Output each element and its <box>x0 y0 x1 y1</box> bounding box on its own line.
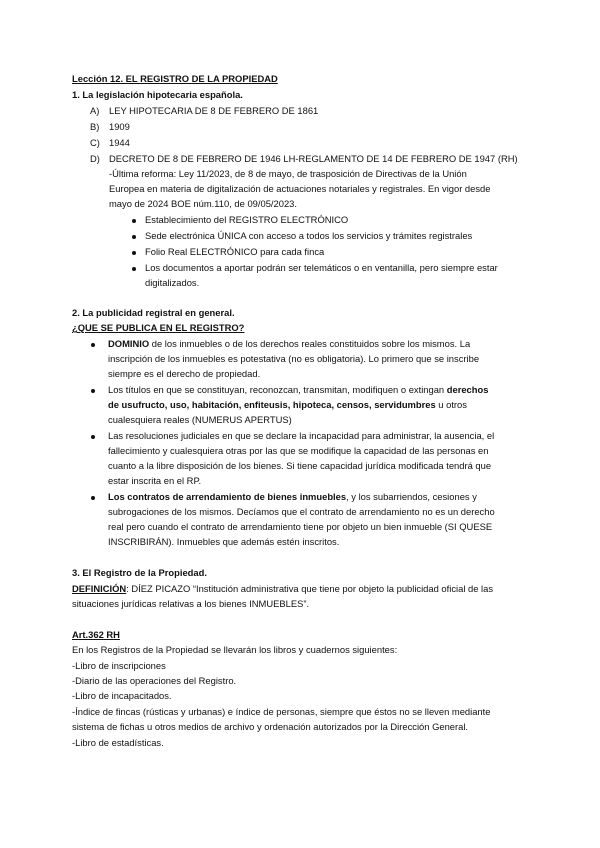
bullet-text: Los documentos a aportar podrán ser telemáticos o en ventanilla, pero siempre estar <box>145 262 498 273</box>
article-line: sistema de fichas u otros medios de archivo y ordenación autorizados por la Dirección General. <box>72 721 469 732</box>
section-1-heading: 1. La legislación hipotecaria española. <box>72 89 243 100</box>
list-item: LEY HIPOTECARIA DE 8 DE FEBRERO DE 1861 <box>109 105 319 116</box>
text-run: : DÍEZ PICAZO “Institución administrativa que tiene por objeto la publicidad oficial de las <box>126 583 494 594</box>
bullet-text <box>108 398 467 411</box>
article-title: Art.362 RH <box>72 629 120 640</box>
bullet-icon <box>91 389 95 393</box>
bold-term: DOMINIO <box>108 338 150 349</box>
bullet-icon <box>132 219 136 223</box>
bullet-text: siempre es el derecho de propiedad. <box>108 368 261 379</box>
definition-line: situaciones jurídicas relativas a los bienes INMUEBLES”. <box>72 598 310 609</box>
text-run: de los inmuebles o de los derechos reales constituidos sobre los mismos. La <box>149 338 471 349</box>
bullet-text: cualesquiera reales (NUMERUS APERTUS) <box>108 414 292 425</box>
bullet-text: real pero cuando el contrato de arrendamiento tiene por objeto un bien inmueble (SI QUESE <box>108 521 493 532</box>
text-run: u otros <box>435 399 467 410</box>
list-item: 1909 <box>109 121 130 132</box>
bullet-text <box>108 383 488 396</box>
bold-term: Los contratos de arrendamiento de bienes inmuebles <box>108 491 347 502</box>
bullet-icon <box>91 343 95 347</box>
bold-term: de usufructo, uso, habitación, enfiteusis, hipoteca, censos, servidumbres <box>108 399 436 410</box>
list-marker: C) <box>90 137 100 148</box>
text-run: Los títulos en que se constituyan, reconozcan, transmitan, modifiquen o extingan <box>108 384 447 395</box>
definition-line <box>72 582 493 595</box>
bullet-text <box>108 337 470 350</box>
section-2-subheading: ¿QUE SE PUBLICA EN EL REGISTRO? <box>72 322 245 333</box>
reform-line: -Última reforma: Ley 11/2023, de 8 de mayo, de trasposición de Directivas de la Unión <box>109 168 467 179</box>
bullet-icon <box>91 496 95 500</box>
article-line: En los Registros de la Propiedad se llevarán los libros y cuadernos siguientes: <box>72 644 398 655</box>
list-item: DECRETO DE 8 DE FEBRERO DE 1946 LH-REGLAMENTO DE 14 DE FEBRERO DE 1947 (RH) <box>109 153 518 164</box>
list-marker: A) <box>90 105 100 116</box>
bullet-text: estar inscrita en el RP. <box>108 475 202 486</box>
article-line: -Libro de estadísticas. <box>72 737 164 748</box>
bullet-text: inscripción de los inmuebles es potestativa (no es obligatoria). Lo primero que se inscribe <box>108 353 480 364</box>
bullet-text: fallecimiento y cualesquiera otras por las que se modifique la capacidad de las personas en <box>108 445 489 456</box>
text-run: , y los subarriendos, cesiones y <box>346 491 477 502</box>
lesson-title: Lección 12. EL REGISTRO DE LA PROPIEDAD <box>72 73 278 84</box>
bullet-text: Establecimiento del REGISTRO ELECTRÓNICO <box>145 214 349 225</box>
section-3-heading: 3. El Registro de la Propiedad. <box>72 567 207 578</box>
section-2-heading: 2. La publicidad registral en general. <box>72 307 235 318</box>
bullet-icon <box>91 435 95 439</box>
reform-line: Europea en materia de digitalización de actuaciones notariales y registrales. En vigor desde <box>109 183 491 194</box>
reform-line: mayo de 2024 BOE núm.110, de 09/05/2023. <box>109 198 297 209</box>
article-line: -Diario de las operaciones del Registro. <box>72 675 237 686</box>
article-line: -Índice de fincas (rústicas y urbanas) e índice de personas, siempre que éstos no se lleven mediante <box>72 706 491 717</box>
article-line: -Libro de inscripciones <box>72 660 166 671</box>
definition-label: DEFINICIÓN <box>72 583 127 594</box>
bullet-icon <box>132 235 136 239</box>
bullet-text: INSCRIBIRÁN). Inmuebles que además estén inscritos. <box>108 536 340 547</box>
bullet-icon <box>132 267 136 271</box>
list-item: 1944 <box>109 137 130 148</box>
article-line: -Libro de incapacitados. <box>72 690 172 701</box>
bullet-text: Las resoluciones judiciales en que se declare la incapacidad para administrar, la ausencia, el <box>108 430 495 441</box>
bullet-text: subrogaciones de los mismos. Decíamos que el contrato de arrendamiento no es un derecho <box>108 506 495 517</box>
bullet-icon <box>132 251 136 255</box>
bullet-text: Folio Real ELECTRÓNICO para cada finca <box>145 246 325 257</box>
bullet-text <box>108 490 477 503</box>
bold-term: derechos <box>446 384 489 395</box>
list-marker: B) <box>90 121 100 132</box>
bullet-text: cuanto a la libre disposición de los bienes. Si tiene capacidad jurídica modificada tendrá que <box>108 460 492 471</box>
list-marker: D) <box>90 153 100 164</box>
bullet-text: digitalizados. <box>145 277 200 288</box>
bullet-text: Sede electrónica ÚNICA con acceso a todos los servicios y trámites registrales <box>145 230 473 241</box>
